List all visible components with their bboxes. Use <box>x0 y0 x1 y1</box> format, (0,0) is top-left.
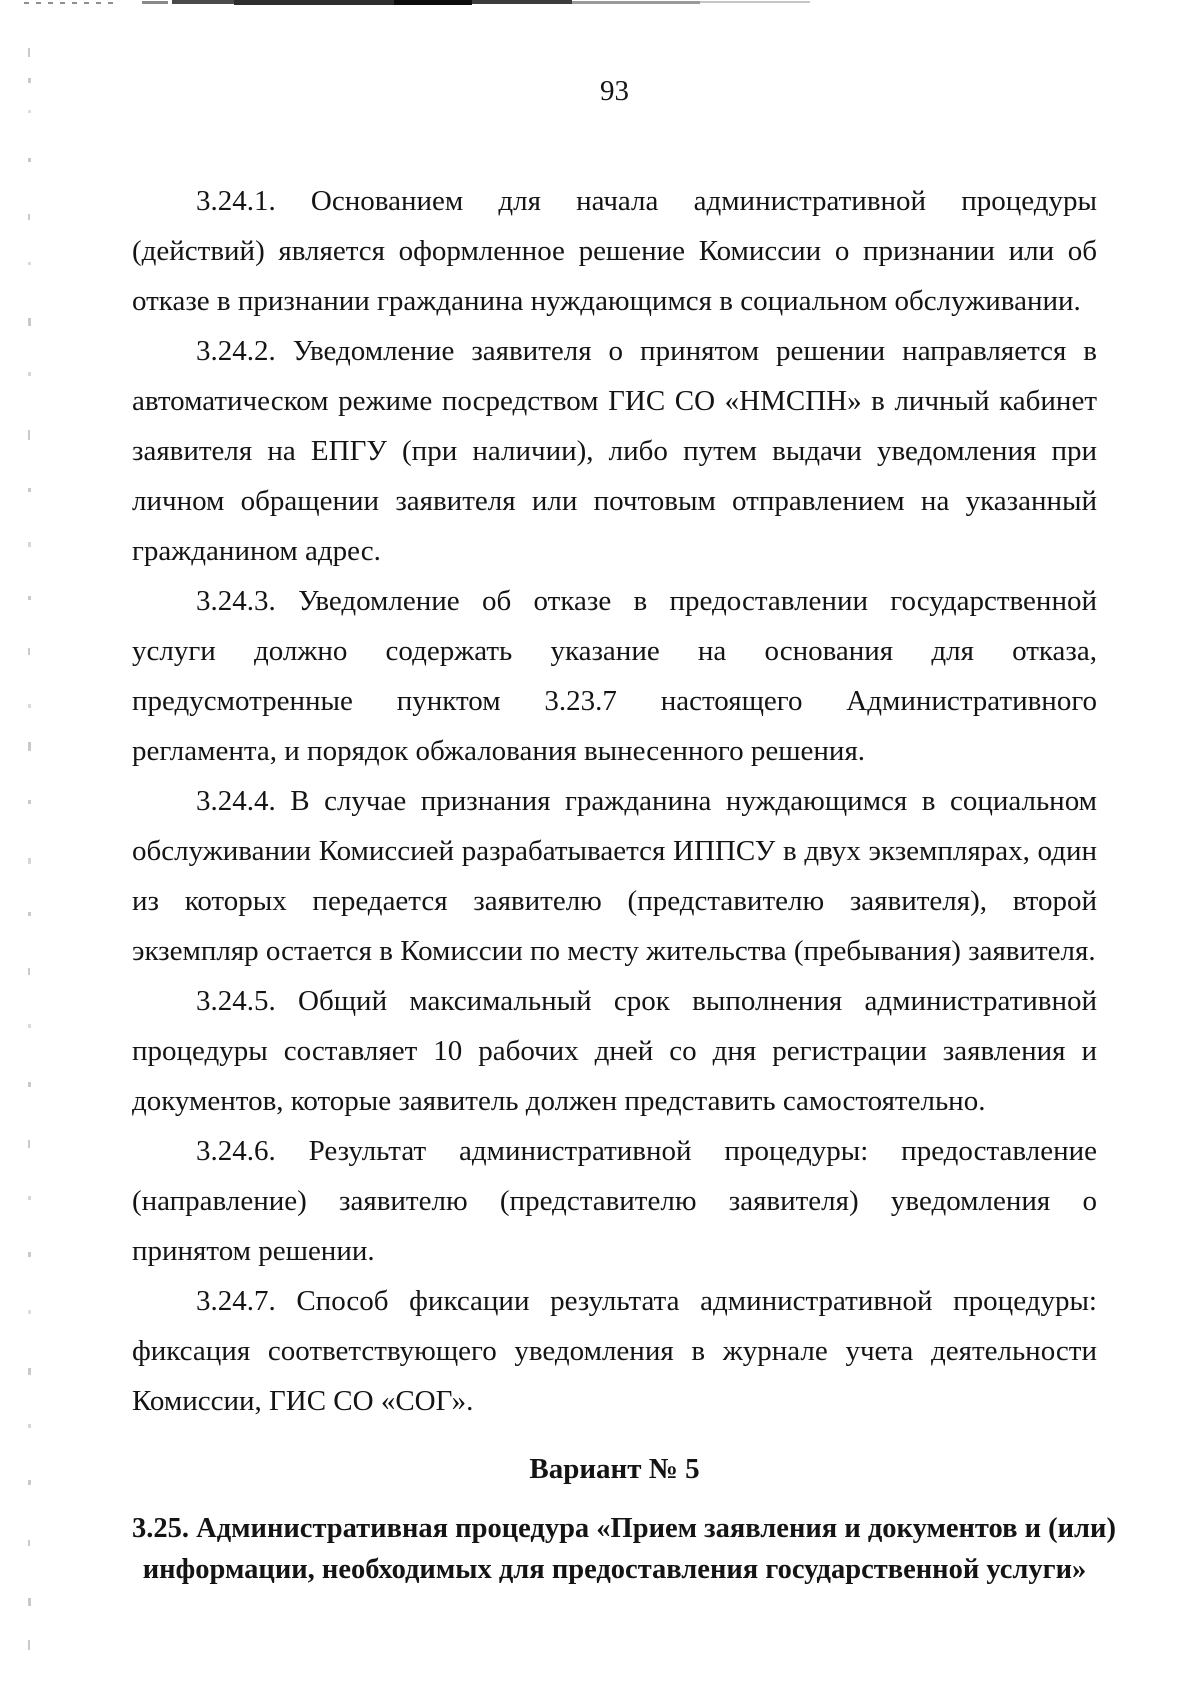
scan-artifact-segment <box>472 0 572 4</box>
scan-artifact-segment <box>234 0 394 5</box>
paragraph-3-24-7: 3.24.7. Способ фиксации результата административной процедуры: фиксация соответствующего уведомления в журнале учета деятельности Комиссии, ГИС СО «СОГ». <box>132 1285 1097 1417</box>
paragraph-3-24-6: 3.24.6. Результат административной процедуры: предоставление (направление) заявителю (представителю заявителя) уведомления о принятом решении. <box>132 1135 1097 1267</box>
scan-artifact-segment <box>700 1 810 3</box>
procedure-heading-line-1: 3.25. Административная процедура «Прием заявления и документов и (или) <box>132 1513 1116 1544</box>
document-body <box>132 176 1116 1590</box>
paragraph-3-24-1: 3.24.1. Основанием для начала административной процедуры (действий) является оформленное решение Комиссии о признании или об отказе в признании гражданина нуждающимся в социальном обслуживании. <box>132 185 1097 317</box>
variant-heading: Вариант № 5 <box>529 1453 700 1485</box>
scan-artifact-segment <box>572 1 700 4</box>
scan-artifact-segment <box>142 1 168 4</box>
scan-artifact-segment <box>394 0 472 5</box>
paragraph-3-24-2: 3.24.2. Уведомление заявителя о принятом решении направляется в автоматическом режиме посредством ГИС СО «НМСПН» в личный кабинет заявителя на ЕПГУ (при наличии), либо путем выдачи уведомления при личном обращении заявителя или почтовым отправлением на указанный гражданином адрес. <box>132 335 1097 567</box>
paragraph-3-24-4: 3.24.4. В случае признания гражданина нуждающимся в социальном обслуживании Комиссией разрабатывается ИППСУ в двух экземплярах, один из которых передается заявителю (представителю заявителя), второй экземпляр остается в Комиссии по месту жительства (пребывания) заявителя. <box>132 785 1097 967</box>
scan-artifact-left-marks <box>0 0 60 1685</box>
procedure-heading <box>132 1508 1116 1590</box>
paragraph-3-24-5: 3.24.5. Общий максимальный срок выполнения административной процедуры составляет 10 рабочих дней со дня регистрации заявления и документов, которые заявитель должен представить самостоятельно. <box>132 985 1097 1117</box>
scan-artifact-top-band <box>0 0 1200 6</box>
page-number: 93 <box>600 75 629 107</box>
paragraph-3-24-3: 3.24.3. Уведомление об отказе в предоставлении государственной услуги должно содержать указание на основания для отказа, предусмотренные пунктом 3.23.7 настоящего Административного регламента, и порядок обжалования вынесенного решения. <box>132 585 1097 767</box>
procedure-heading-line-2: информации, необходимых для предоставления государственной услуги» <box>142 1554 1087 1585</box>
scan-artifact-segment <box>172 0 234 4</box>
